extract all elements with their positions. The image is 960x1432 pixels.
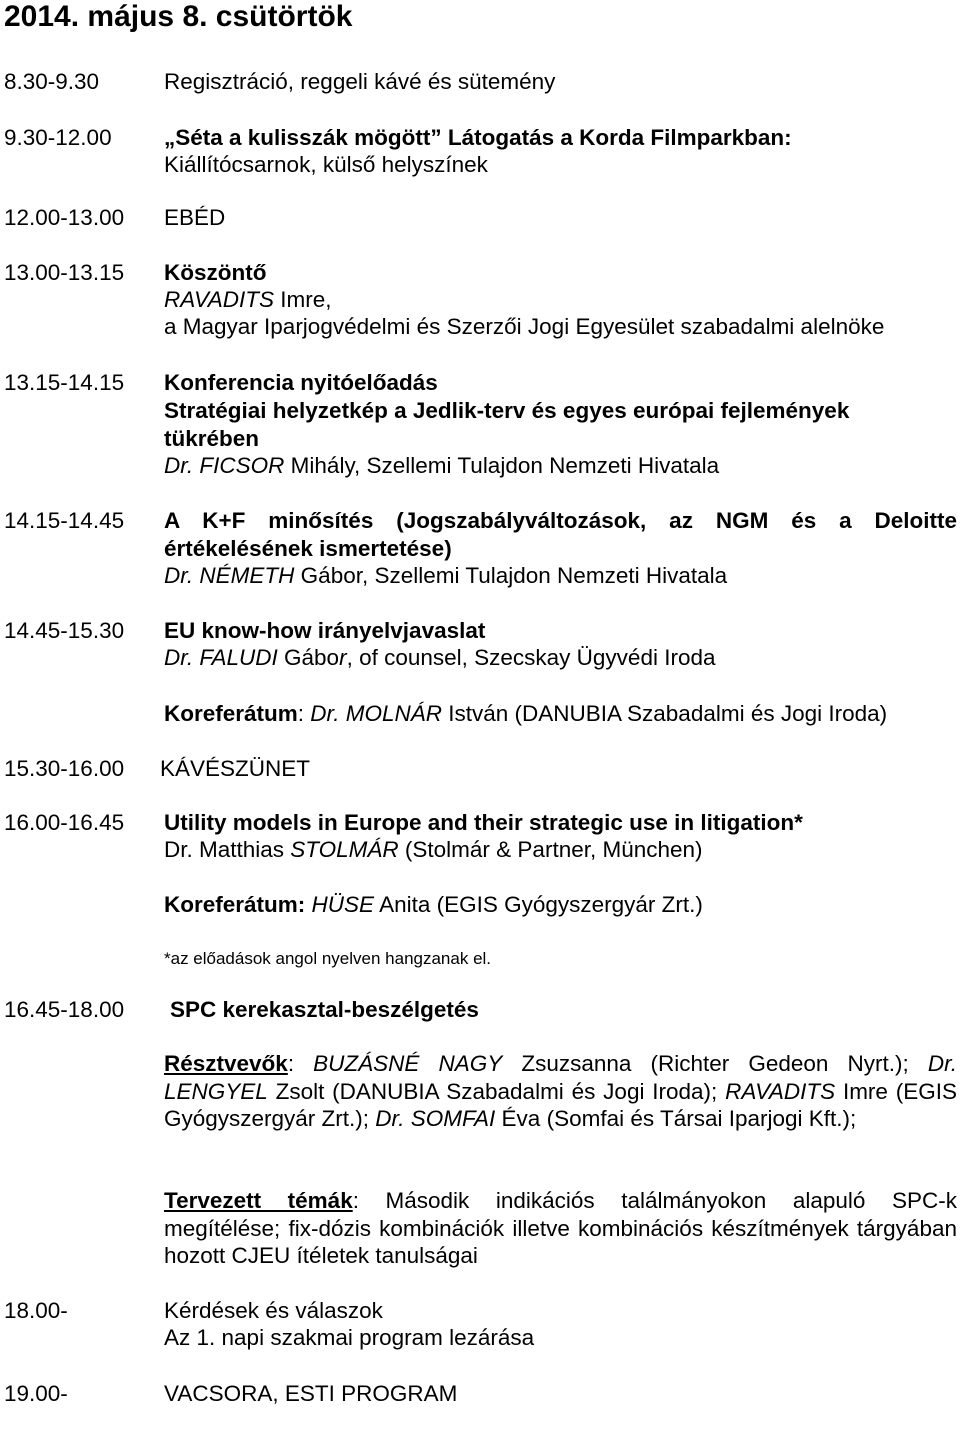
coreferee-label: Koreferátum: — [164, 892, 306, 917]
time-slot: 14.15-14.45 — [4, 508, 125, 533]
session-title: EU know-how irányelvjavaslat — [164, 618, 486, 643]
lecture-title-cont: tükrében — [164, 426, 260, 451]
coreferee-detail: István (DANUBIA Szabadalmi és Jogi Iroda) — [441, 701, 888, 726]
topics-label: Tervezett témák — [164, 1188, 353, 1213]
time-slot: 18.00- — [4, 1298, 68, 1323]
participant-name: BUZÁSNÉ NAGY — [313, 1051, 503, 1076]
time-slot: 14.45-15.30 — [4, 618, 125, 643]
session-title: Köszöntő — [164, 260, 267, 285]
speaker-detail: Imre, — [274, 287, 332, 312]
speaker-name: Dr. NÉMETH — [164, 563, 295, 588]
speaker-name: Dr. FICSOR — [164, 453, 285, 478]
speaker-line — [164, 452, 719, 479]
participant-detail: Éva (Somfai és Társai Iparjogi Kft.); — [495, 1106, 857, 1131]
speaker-detail: Mihály, Szellemi Tulajdon Nemzeti Hivatala — [284, 453, 720, 478]
time-slot: 8.30-9.30 — [4, 69, 100, 94]
session-subtitle: Az 1. napi szakmai program lezárása — [164, 1325, 535, 1350]
speaker-affiliation: a Magyar Iparjogvédelmi és Szerzői Jogi Egyesület szabadalmi alelnöke — [164, 314, 885, 339]
speaker-line — [164, 836, 703, 863]
speaker-name: Dr. FALUDI — [164, 645, 278, 670]
speaker-line — [164, 562, 727, 589]
participants-paragraph — [164, 1050, 957, 1133]
session-title: A K+F minősítés (Jogszabályváltozások, az NGM és a Deloitte — [164, 508, 957, 533]
speaker-name: RAVADITS — [164, 287, 275, 312]
speaker-line — [164, 286, 332, 313]
participant-name: Dr. SOMFAI — [375, 1106, 496, 1131]
speaker-prefix: Dr. Matthias — [164, 837, 291, 862]
time-slot: 19.00- — [4, 1381, 68, 1406]
speaker-line — [164, 644, 716, 671]
time-slot: 15.30-16.00 — [4, 756, 125, 781]
time-slot: 12.00-13.00 — [4, 205, 125, 230]
coreferee-sep: : — [297, 701, 311, 726]
participant-detail: : — [287, 1051, 314, 1076]
page-title: 2014. május 8. csütörtök — [4, 0, 353, 33]
coreferee-detail: Anita (EGIS Gyógyszergyár Zrt.) — [374, 892, 703, 917]
session-title-cont: értékelésének ismertetése) — [164, 536, 452, 561]
coreferee-label: Koreferátum — [164, 701, 298, 726]
participants-label: Résztvevők — [164, 1051, 288, 1076]
participant-detail: Zsolt (DANUBIA Szabadalmi és Jogi Iroda); — [267, 1078, 726, 1104]
speaker-detail: (Stolmár & Partner, München) — [398, 837, 703, 862]
speaker-detail: Gábo — [277, 645, 340, 670]
topics-text: : Második indikációs találmányokon alapuló SPC-k megítélése; fix-dózis kombinációk illetve kombinációs készítmények tárgyában hozott CJEU ítéletek tanulságai — [164, 1188, 957, 1268]
session-title: „Séta a kulisszák mögött” Látogatás a Korda Filmparkban: — [164, 125, 792, 150]
time-slot: 13.00-13.15 — [4, 260, 125, 285]
session-title: KÁVÉSZÜNET — [160, 756, 311, 781]
session-title: Regisztráció, reggeli kávé és sütemény — [164, 69, 556, 94]
speaker-name: STOLMÁR — [290, 837, 399, 862]
session-title: SPC kerekasztal-beszélgetés — [170, 997, 479, 1022]
session-title: Konferencia nyitóelőadás — [164, 370, 438, 395]
coreferee-name: HÜSE — [311, 892, 375, 917]
time-slot: 9.30-12.00 — [4, 125, 112, 150]
participant-name: RAVADITS — [725, 1078, 836, 1104]
participant-detail: Zsuzsanna (Richter Gedeon Nyrt.); — [502, 1051, 928, 1076]
time-slot: 16.45-18.00 — [4, 997, 125, 1022]
lecture-title: Stratégiai helyzetkép a Jedlik-terv és egyes európai fejlemények — [164, 398, 850, 423]
time-slot: 13.15-14.15 — [4, 370, 125, 395]
session-title: Utility models in Europe and their strategic use in litigation* — [164, 810, 803, 835]
coreferee-line — [164, 891, 703, 918]
speaker-detail-it: r — [339, 645, 347, 670]
session-title: VACSORA, ESTI PROGRAM — [164, 1381, 458, 1406]
participant-detail: Imre (EGIS Gyógyszergyár Zrt.); — [164, 1078, 958, 1131]
session-title: Kérdések és válaszok — [164, 1298, 383, 1323]
speaker-detail: , of counsel, Szecskay Ügyvédi Iroda — [346, 645, 716, 670]
session-subtitle: Kiállítócsarnok, külső helyszínek — [164, 152, 488, 177]
footnote: *az előadások angol nyelven hangzanak el. — [164, 949, 492, 968]
speaker-detail: Gábor, Szellemi Tulajdon Nemzeti Hivatala — [294, 563, 728, 588]
coreferee-name: Dr. MOLNÁR — [310, 701, 442, 726]
coreferee-line — [164, 700, 887, 727]
participant-name: Dr. LENGYEL — [164, 1051, 957, 1104]
session-title: EBÉD — [164, 205, 226, 230]
topics-paragraph — [164, 1187, 957, 1270]
time-slot: 16.00-16.45 — [4, 810, 125, 835]
